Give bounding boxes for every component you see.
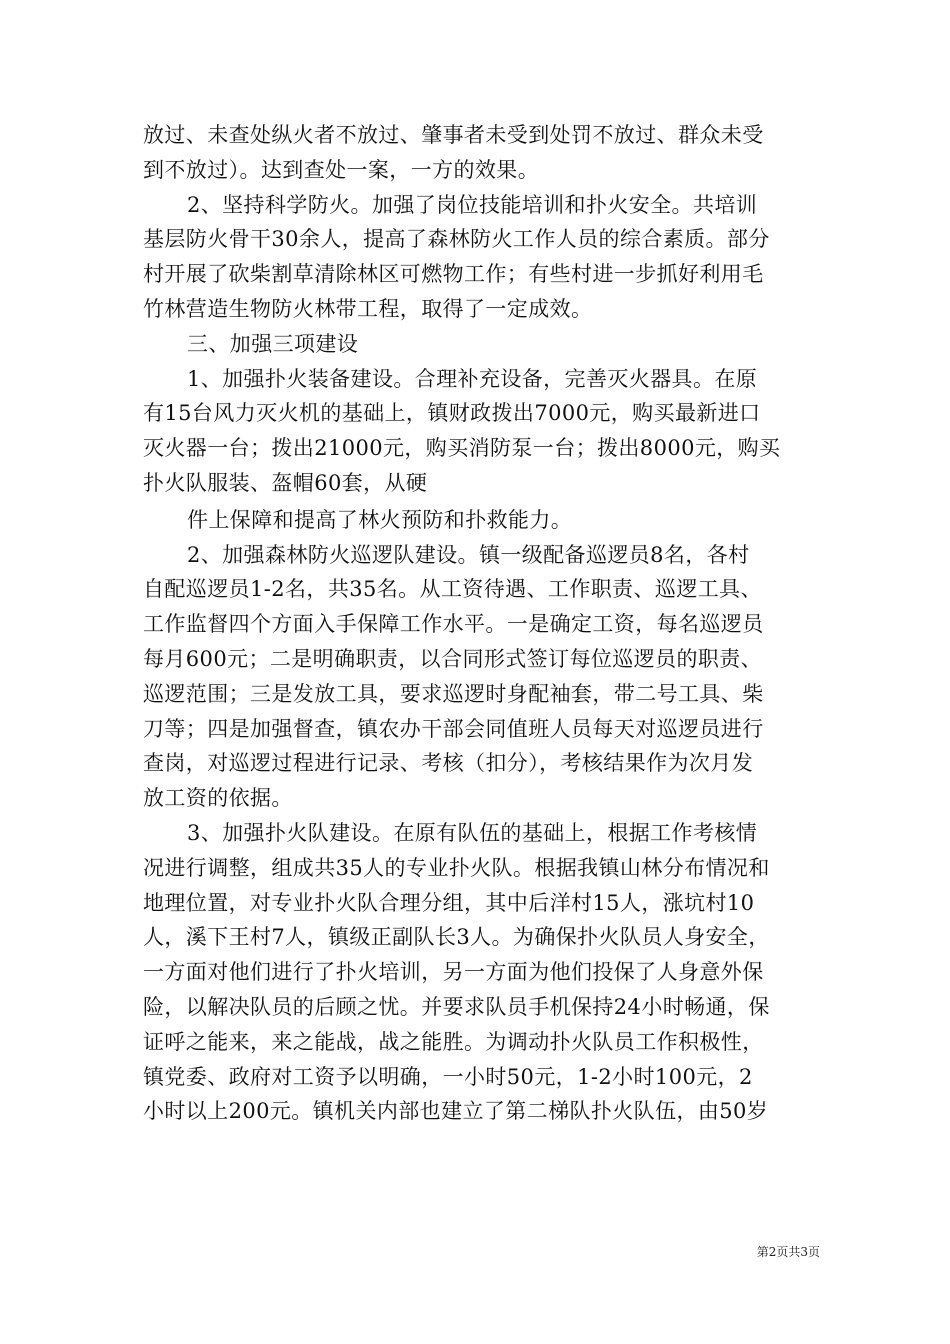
section-heading: 三、加强三项建设 (187, 331, 359, 356)
text-line: 地理位置，对专业扑火队合理分组，其中后洋村15人，涨坑村10 (143, 890, 755, 915)
text-line: 放工资的依据。 (143, 786, 293, 811)
paragraph-start: 3、加强扑火队建设。在原有队伍的基础上，根据工作考核情 (187, 820, 758, 845)
text-line: 小时以上200元。镇机关内部也建立了第二梯队扑火队伍，由50岁 (143, 1099, 769, 1124)
text-line: 刀等；四是加强督查，镇农办干部会同值班人员每天对巡逻员进行 (143, 716, 764, 741)
text-line: 放过、未查处纵火者不放过、肇事者未受到处罚不放过、群众未受 (143, 123, 764, 147)
text-line: 人，溪下王村7人，镇级正副队长3人。为确保扑火队员人身安全， (143, 925, 770, 950)
text-line: 每月600元；二是明确职责，以合同形式签订每位巡逻员的职责、 (143, 646, 763, 671)
text-line: 巡逻范围；三是发放工具，要求巡逻时身配袖套，带二号工具、柴 (143, 681, 764, 706)
body-text (143, 118, 823, 1129)
paragraph-start: 1、加强扑火装备建设。合理补充设备，完善灭火器具。在原 (187, 366, 758, 391)
paragraph-start: 2、加强森林防火巡逻队建设。镇一级配备巡逻员8名，各村 (187, 542, 750, 567)
text-line: 灭火器一台；拨出21000元，购买消防泵一台；拨出8000元，购买 (143, 436, 781, 461)
text-line: 险，以解决队员的后顾之忧。并要求队员手机保持24小时畅通，保 (143, 994, 770, 1019)
paragraph-start: 2、坚持科学防火。加强了岗位技能培训和扑火安全。共培训 (187, 192, 758, 217)
text-line: 况进行调整，组成共35人的专业扑火队。根据我镇山林分布情况和 (143, 855, 770, 880)
text-line: 镇党委、政府对工资予以明确，一小时50元，1-2小时100元，2 (143, 1064, 753, 1089)
text-line: 基层防火骨干30余人，提高了森林防火工作人员的综合素质。部分 (143, 227, 770, 252)
text-line: 查岗，对巡逻过程进行记录、考核（扣分），考核结果作为次月发 (143, 751, 754, 776)
text-line: 自配巡逻员1-2名，共35名。从工资待遇、工作职责、巡逻工具、 (143, 577, 762, 602)
text-line: 扑火队服装、盔帽60套，从硬 (143, 470, 428, 495)
text-line: 件上保障和提高了林火预防和扑救能力。 (187, 507, 573, 532)
text-line: 竹林营造生物防火林带工程，取得了一定成效。 (143, 296, 593, 321)
text-line: 工作监督四个方面入手保障工作水平。一是确定工资，每名巡逻员 (143, 612, 764, 637)
text-line: 一方面对他们进行了扑火培训，另一方面为他们投保了人身意外保 (143, 960, 764, 985)
page-number-footer: 第2页共3页 (756, 1245, 820, 1259)
text-line: 到不放过）。达到查处一案，一方的效果。 (143, 157, 540, 182)
text-line: 证呼之能来，来之能战，战之能胜。为调动扑火队员工作积极性， (143, 1029, 764, 1054)
text-line: 村开展了砍柴割草清除林区可燃物工作；有些村进一步抓好利用毛 (143, 262, 764, 287)
text-line: 有15台风力灭火机的基础上，镇财政拨出7000元，购买最新进口 (143, 401, 761, 426)
